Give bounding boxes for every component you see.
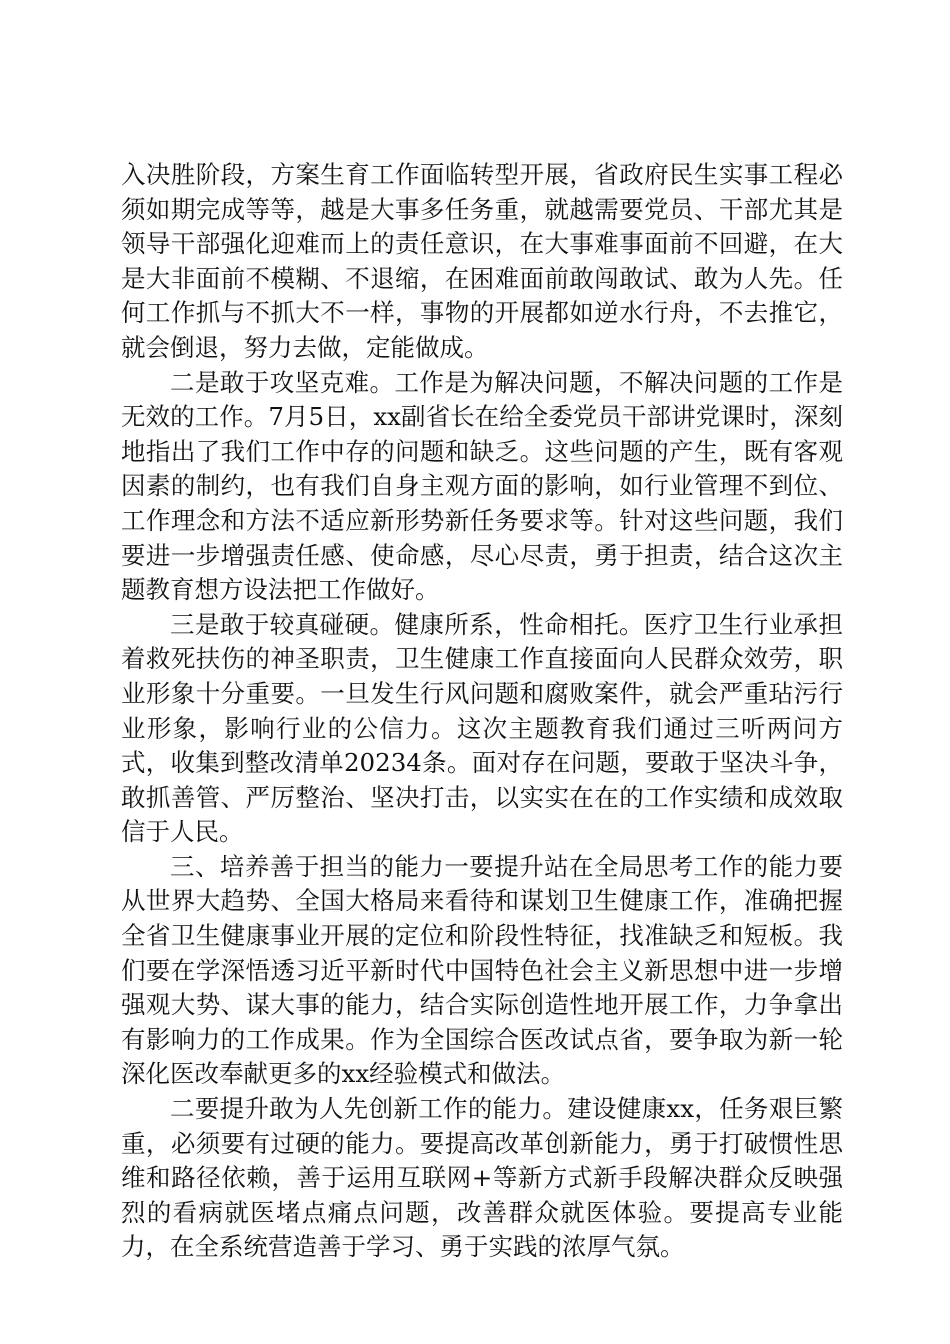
- document-body: [121, 158, 843, 1265]
- paragraph-confront-problems: 三是敢于较真碰硬。健康所系，性命相托。医疗卫生行业承担着救死扶伤的神圣职责，卫生健康工作直接面向人民群众效劳，职业形象十分重要。一旦发生行风问题和腐败案件，就会严重玷污行业形象，影响行业的公信力。这次主题教育我们通过三听两问方式，收集到整改清单20234条。面对存在问题，要敢于坚决斗争，敢抓善管、严厉整治、坚决打击，以实实在在的工作实绩和成效取信于人民。: [121, 609, 843, 847]
- paragraph-section-three: 三、培养善于担当的能力一要提升站在全局思考工作的能力要从世界大趋势、全国大格局来看待和谋划卫生健康工作，准确把握全省卫生健康事业开展的定位和阶段性特征，找准缺乏和短板。我们要在学深悟透习近平新时代中国特色社会主义新思想中进一步增强观大势、谋大事的能力，结合实际创造性地开展工作，力争拿出有影响力的工作成果。作为全国综合医改试点省，要争取为新一轮深化医改奉献更多的xx经验模式和做法。: [121, 851, 843, 1089]
- paragraph-innovation-ability: 二要提升敢为人先创新工作的能力。建设健康xx，任务艰巨繁重，必须要有过硬的能力。要提高改革创新能力，勇于打破惯性思维和路径依赖，善于运用互联网+等新方式新手段解决群众反映强烈的看病就医堵点痛点问题，改善群众就医体验。要提高专业能力，在全系统营造善于学习、勇于实践的浓厚气氛。: [121, 1094, 843, 1262]
- paragraph-tackle-difficulties: 二是敢于攻坚克难。工作是为解决问题，不解决问题的工作是无效的工作。7月5日，xx副省长在给全委党员干部讲党课时，深刻地指出了我们工作中存的问题和缺乏。这些问题的产生，既有客观因素的制约，也有我们自身主观方面的影响，如行业管理不到位、工作理念和方法不适应新形势新任务要求等。针对这些问题，我们要进一步增强责任感、使命感，尽心尽责，勇于担责，结合这次主题教育想方设法把工作做好。: [121, 367, 843, 605]
- paragraph-continuation: 入决胜阶段，方案生育工作面临转型开展，省政府民生实事工程必须如期完成等等，越是大事多任务重，就越需要党员、干部尤其是领导干部强化迎难而上的责任意识，在大事难事面前不回避，在大是大非面前不模糊、不退缩，在困难面前敢闯敢试、敢为人先。任何工作抓与不抓大不一样，事物的开展都如逆水行舟，不去推它，就会倒退，努力去做，定能做成。: [121, 160, 843, 362]
